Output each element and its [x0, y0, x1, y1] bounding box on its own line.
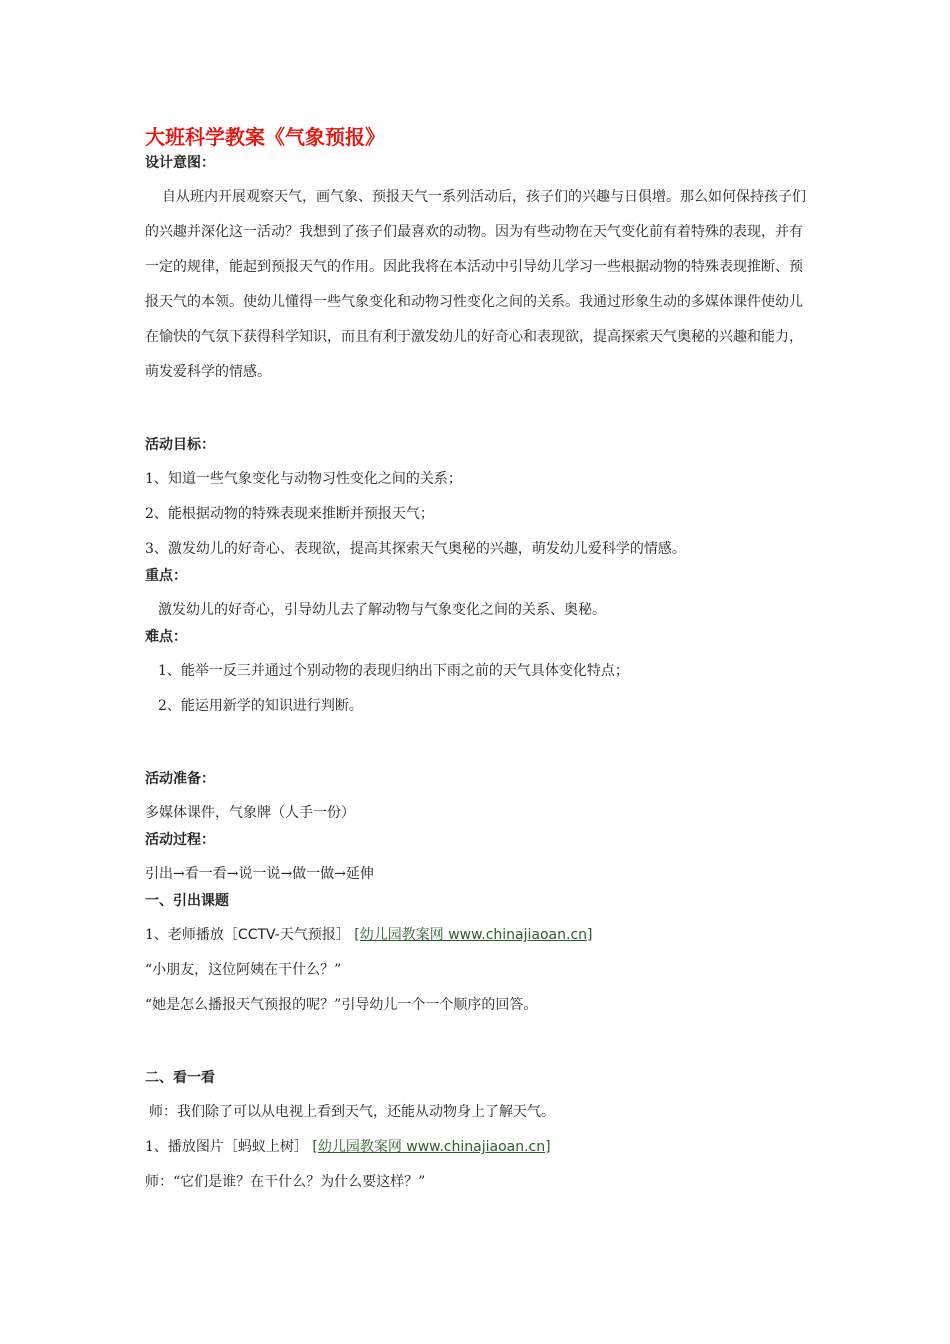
- section2-line2: [145, 1130, 815, 1165]
- document-content: [145, 122, 815, 1200]
- section2-line1: 师：我们除了可以从电视上看到天气，还能从动物身上了解天气。: [149, 1104, 555, 1120]
- section2-line2-prefix: 1、播放图片［蚂蚁上树］: [145, 1139, 308, 1155]
- key-heading: 重点：: [145, 568, 187, 584]
- prep-heading: 活动准备：: [145, 771, 215, 787]
- section1-line1-suffix: 天气预报］: [279, 927, 350, 943]
- process-flow: 引出→看一看→说一说→做一做→延伸: [145, 866, 374, 882]
- design-paragraph: 自从班内开展观察天气，画气象、预报天气一系列活动后，孩子们的兴趣与日俱增。那么如何保持孩子们的兴趣并深化这一活动？我想到了孩子们最喜欢的动物。因为有些动物在天气变化前有着特殊的表现，并有一定的规律，能起到预报天气的作用。因此我将在本活动中引导幼儿学习一些根据动物的特殊表现推断、预报天气的本领。使幼儿懂得一些气象变化和动物习性变化之间的关系。我通过形象生动的多媒体课件使幼儿在愉快的气氛下获得科学知识，而且有利于激发幼儿的好奇心和表现欲，提高探索天气奥秘的兴趣和能力，萌发爱科学的情感。: [145, 189, 806, 380]
- key-paragraph: 激发幼儿的好奇心，引导幼儿去了解动物与气象变化之间的关系、奥秘。: [158, 602, 606, 618]
- section1-line1: [145, 918, 815, 953]
- goals-heading: 活动目标：: [145, 437, 215, 453]
- prep-paragraph: 多媒体课件，气象牌（人手一份）: [145, 805, 355, 821]
- goal-item-3: 3、激发幼儿的好奇心、表现欲，提高其探索天气奥秘的兴趣，萌发幼儿爱科学的情感。: [145, 541, 686, 557]
- design-heading: 设计意图：: [145, 155, 215, 171]
- section1-line1-prefix: 1、老师播放［: [145, 927, 238, 943]
- page-title: 大班科学教案《气象预报》: [145, 125, 385, 149]
- difficulty-heading: 难点：: [145, 629, 187, 645]
- section1-heading: 一、引出课题: [145, 893, 229, 909]
- section1-question-1: “小朋友，这位阿姨在干什么？”: [145, 962, 342, 978]
- goal-item-2: 2、能根据动物的特殊表现来推断并预报天气；: [145, 506, 434, 522]
- section2-source-link[interactable]: [幼儿园教案网 www.chinajiaoan.cn]: [312, 1139, 551, 1155]
- goal-item-1: 1、知道一些气象变化与动物习性变化之间的关系；: [145, 471, 462, 487]
- section2-heading: 二、看一看: [145, 1070, 215, 1086]
- difficulty-item-2: 2、能运用新学的知识进行判断。: [158, 698, 363, 714]
- section1-question-2: “她是怎么播报天气预报的呢？”引导幼儿一个一个顺序的回答。: [145, 997, 538, 1013]
- section1-source-link[interactable]: [幼儿园教案网 www.chinajiaoan.cn]: [354, 927, 593, 943]
- process-heading: 活动过程：: [145, 832, 215, 848]
- section2-line3: 师：“它们是谁？在干什么？为什么要这样？”: [145, 1174, 426, 1190]
- section1-line1-code: CCTV-: [237, 927, 280, 943]
- difficulty-item-1: 1、能举一反三并通过个别动物的表现归纳出下雨之前的天气具体变化特点；: [158, 663, 629, 679]
